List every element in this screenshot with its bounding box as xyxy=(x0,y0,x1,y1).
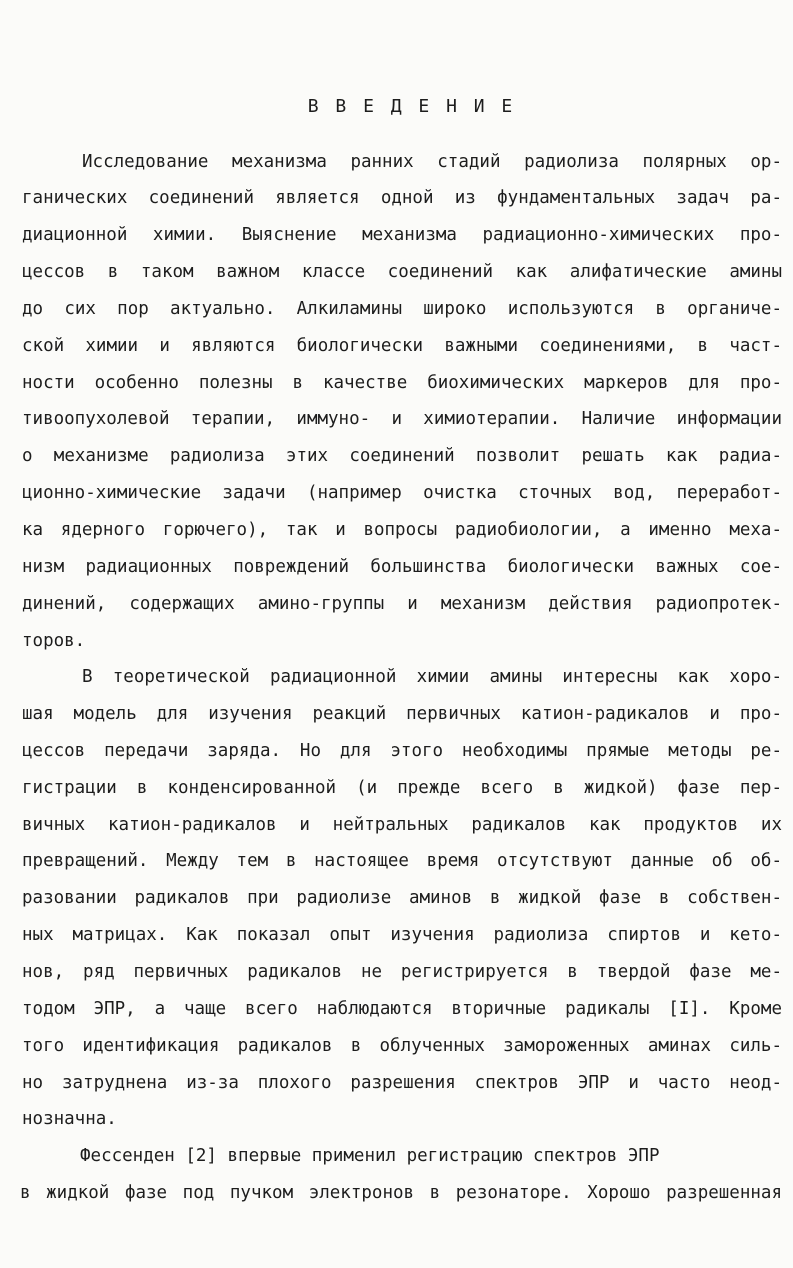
text-line: превращений. Между тем в настоящее время отсутствуют данные об об- xyxy=(22,851,782,871)
text-line: вичных катион-радикалов и нейтральных радикалов как продуктов их xyxy=(22,815,782,835)
text-line: до сих пор актуально. Алкиламины широко используются в органиче- xyxy=(22,299,782,319)
text-line: тивоопухолевой терапии, иммуно- и химиотерапии. Наличие информации xyxy=(22,409,782,429)
text-line: цессов в таком важном классе соединений как алифатические амины xyxy=(22,262,782,282)
text-line: динений, содержащих амино-группы и механизм действия радиопротек- xyxy=(22,594,782,614)
text-line: низм радиационных повреждений большинства биологически важных сое- xyxy=(22,557,782,577)
text-line: ности особенно полезны в качестве биохимических маркеров для про- xyxy=(22,373,782,393)
text-line: но затруднена из-за плохого разрешения спектров ЭПР и часто неод- xyxy=(22,1073,782,1093)
text-line: нов, ряд первичных радикалов не регистрируется в твердой фазе ме- xyxy=(22,962,782,982)
text-line: в жидкой фазе под пучком электронов в резонаторе. Хорошо разрешенная xyxy=(20,1183,782,1203)
text-line: ка ядерного горючего), так и вопросы радиобиологии, а именно меха- xyxy=(22,520,782,540)
text-line: о механизме радиолиза этих соединений позволит решать как радиа- xyxy=(22,446,782,466)
text-line: ционно-химические задачи (например очистка сточных вод, переработ- xyxy=(22,483,782,503)
text-line: гистрации в конденсированной (и прежде всего в жидкой) фазе пер- xyxy=(22,778,782,798)
text-line: В теоретической радиационной химии амины интересны как хоро- xyxy=(82,667,782,687)
text-line: того идентификация радикалов в облученных замороженных аминах силь- xyxy=(22,1036,782,1056)
text-line: Исследование механизма ранних стадий радиолиза полярных ор- xyxy=(82,152,782,172)
text-line: ганических соединений является одной из фундаментальных задач ра- xyxy=(22,188,782,208)
text-line: цессов передачи заряда. Но для этого необходимы прямые методы ре- xyxy=(22,741,782,761)
text-line: ных матрицах. Как показал опыт изучения радиолиза спиртов и кето- xyxy=(22,925,782,945)
text-line: тодом ЭПР, а чаще всего наблюдаются вторичные радикалы [I]. Кроме xyxy=(22,999,782,1019)
text-line: Фессенден [2] впервые применил регистрацию спектров ЭПР xyxy=(80,1146,660,1166)
text-line: разовании радикалов при радиолизе аминов в жидкой фазе в собствен- xyxy=(22,888,782,908)
text-line: нозначна. xyxy=(22,1109,117,1129)
page-title: В В Е Д Е Н И Е xyxy=(307,96,516,117)
text-line: шая модель для изучения реакций первичных катион-радикалов и про- xyxy=(22,704,782,724)
text-line: торов. xyxy=(22,631,86,651)
text-line: ской химии и являются биологически важными соединениями, в част- xyxy=(22,336,782,356)
text-line: диационной химии. Выяснение механизма радиационно-химических про- xyxy=(22,225,782,245)
